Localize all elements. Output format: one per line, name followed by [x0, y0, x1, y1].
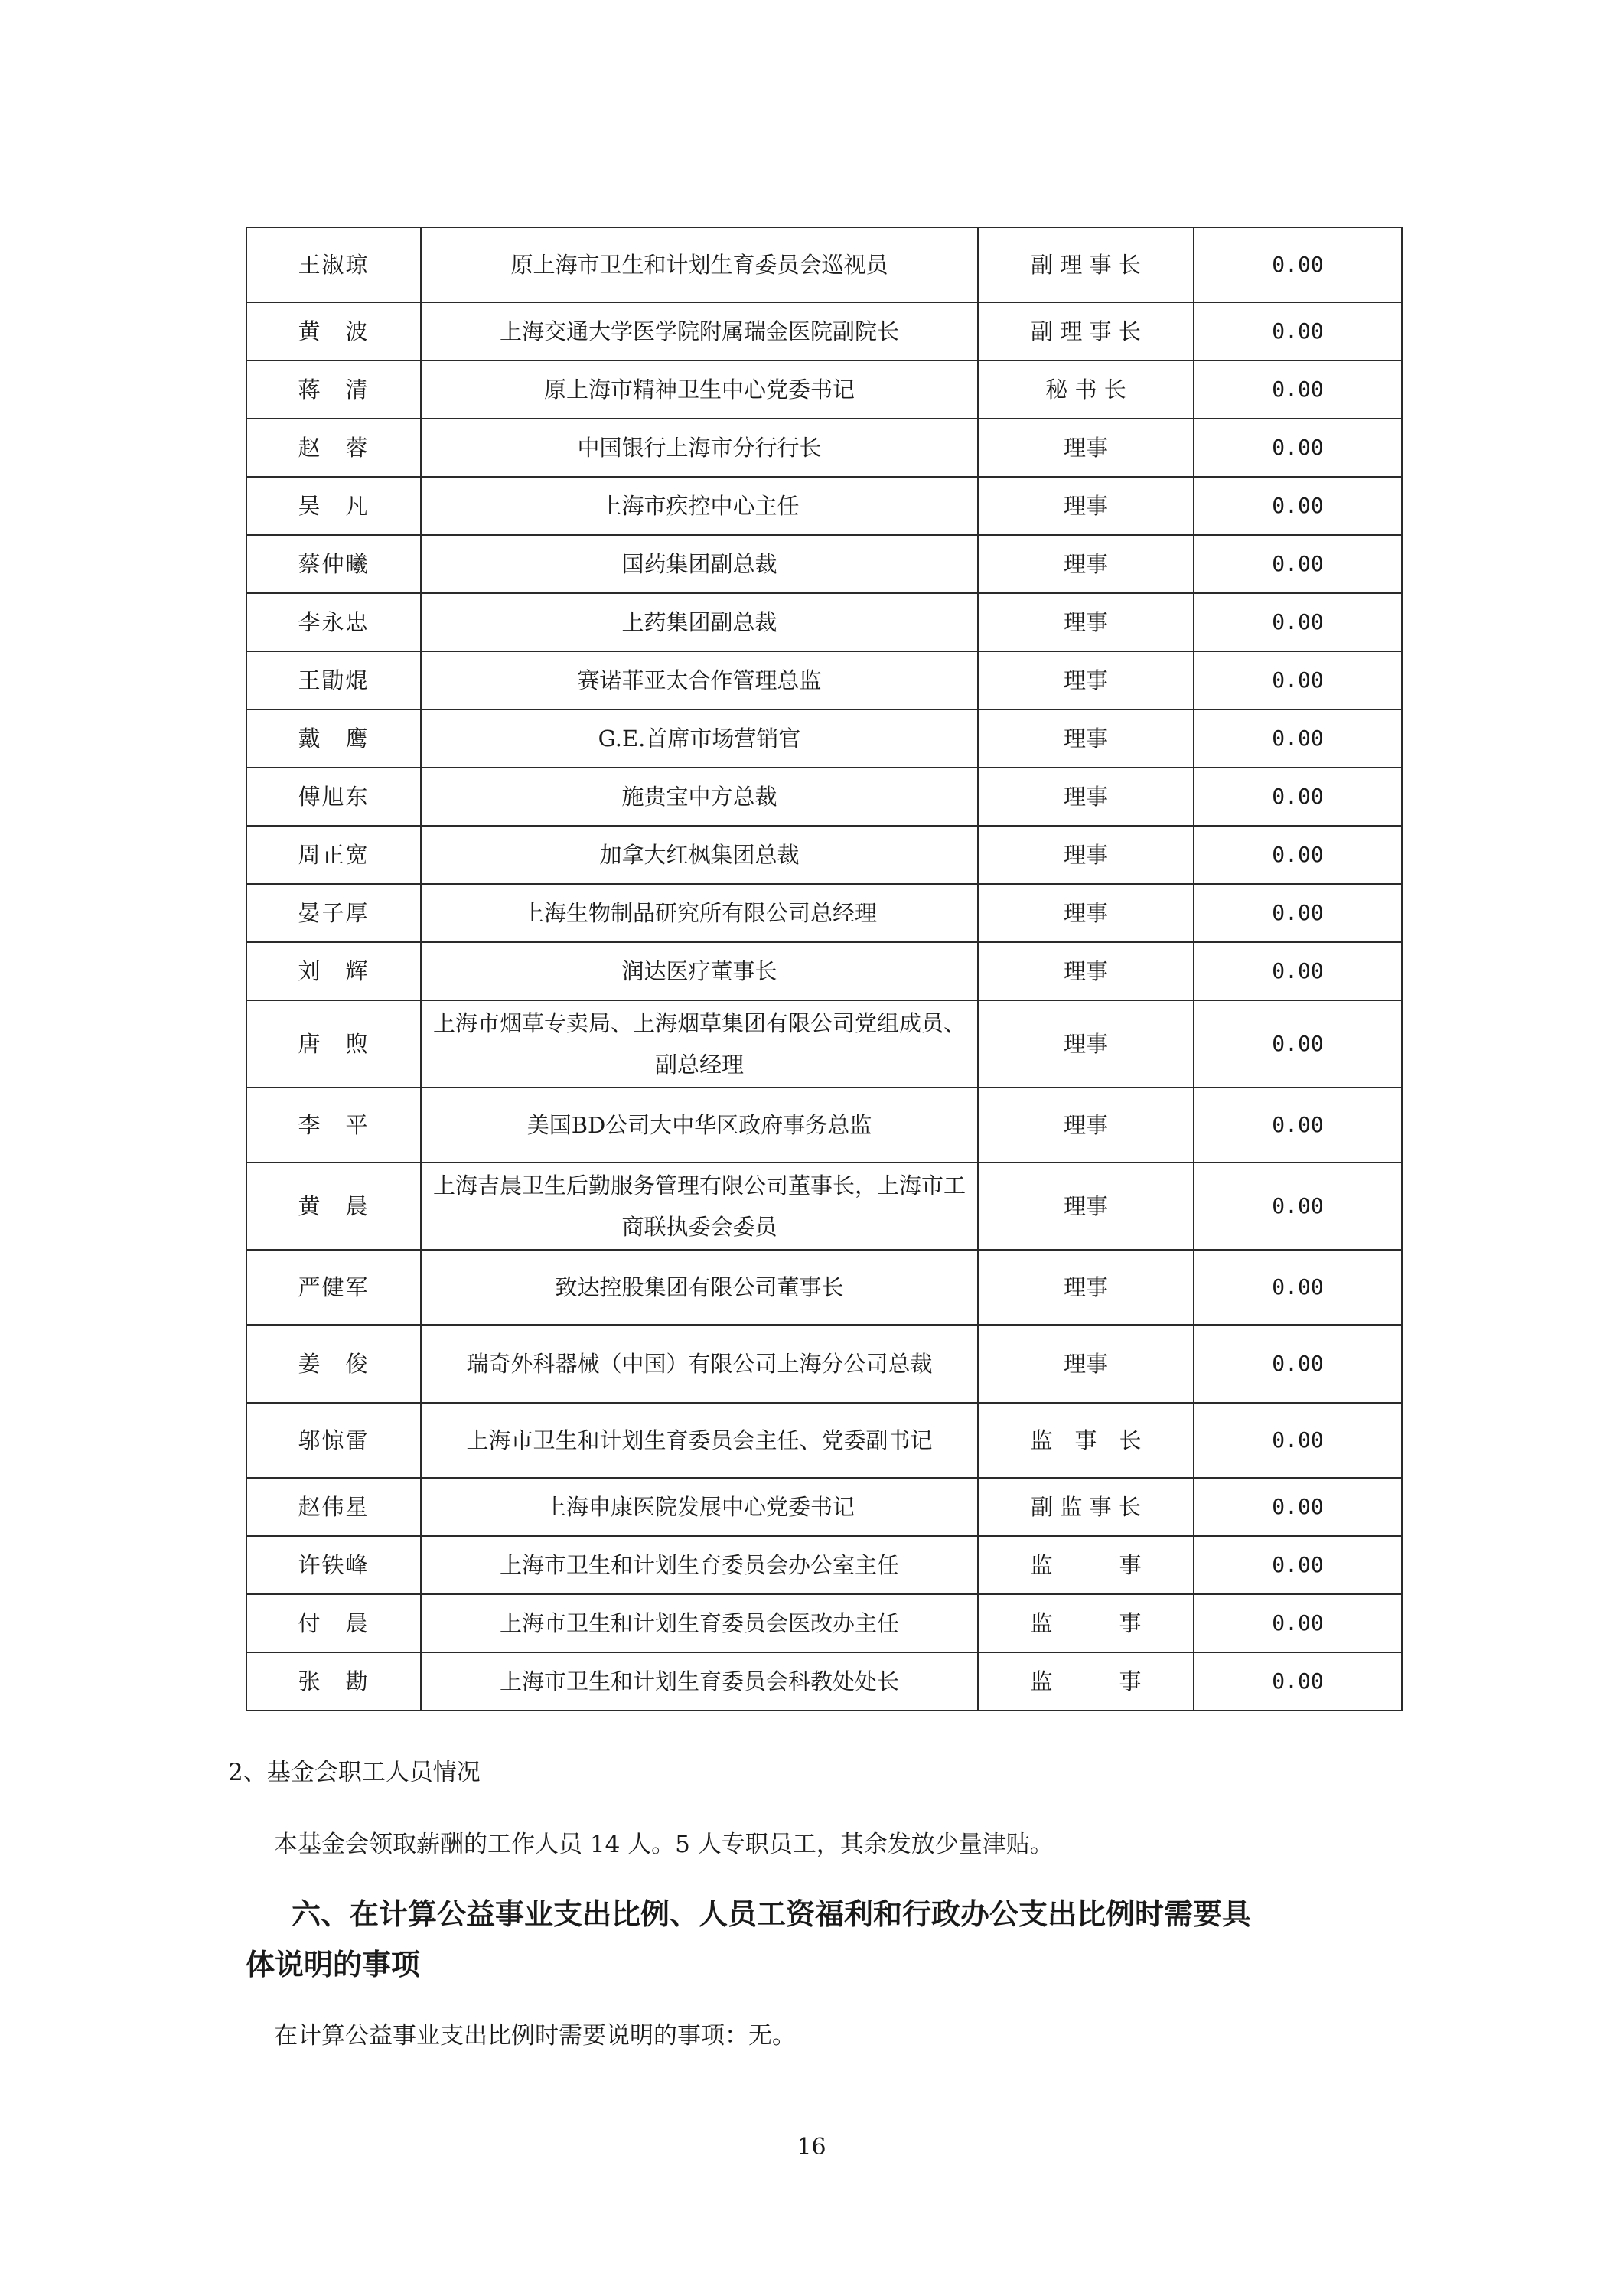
position-cell: 上药集团副总裁	[421, 593, 978, 651]
amount-cell: 0.00	[1194, 768, 1402, 826]
title-cell: 监 事	[978, 1536, 1194, 1594]
table-row	[246, 1000, 1402, 1088]
amount-cell: 0.00	[1194, 709, 1402, 768]
amount-cell: 0.00	[1194, 826, 1402, 884]
amount-cell: 0.00	[1194, 302, 1402, 360]
title-cell: 副 理 事 长	[978, 227, 1194, 302]
name-cell: 戴 鹰	[246, 709, 421, 768]
title-cell: 理事	[978, 709, 1194, 768]
table-row	[246, 1478, 1402, 1536]
table-row	[246, 1250, 1402, 1325]
name-cell: 王勖焜	[246, 651, 421, 709]
name-cell: 周正宽	[246, 826, 421, 884]
page-number: 16	[797, 2134, 826, 2161]
table-row	[246, 942, 1402, 1000]
name-cell: 蒋 清	[246, 360, 421, 419]
name-cell: 晏子厚	[246, 884, 421, 942]
position-cell: 施贵宝中方总裁	[421, 768, 978, 826]
name-cell: 付 晨	[246, 1594, 421, 1652]
table-row	[246, 1652, 1402, 1711]
title-cell: 理事	[978, 826, 1194, 884]
name-cell: 赵 蓉	[246, 419, 421, 477]
title-cell: 理事	[978, 477, 1194, 535]
section6-text: 在计算公益事业支出比例时需要说明的事项：无。	[274, 2022, 796, 2050]
position-cell: 上海市卫生和计划生育委员会科教处处长	[421, 1652, 978, 1711]
section6-heading-line2: 体说明的事项	[246, 1948, 421, 1981]
name-cell: 邬惊雷	[246, 1403, 421, 1478]
table-row	[246, 1325, 1402, 1403]
position-cell: 上海市疾控中心主任	[421, 477, 978, 535]
title-cell: 理事	[978, 942, 1194, 1000]
position-cell: 上海市卫生和计划生育委员会办公室主任	[421, 1536, 978, 1594]
amount-cell: 0.00	[1194, 1250, 1402, 1325]
amount-cell: 0.00	[1194, 360, 1402, 419]
title-cell: 理事	[978, 651, 1194, 709]
amount-cell: 0.00	[1194, 1536, 1402, 1594]
amount-cell: 0.00	[1194, 942, 1402, 1000]
table-row	[246, 1403, 1402, 1478]
section2-text: 本基金会领取薪酬的工作人员 14 人。5 人专职员工，其余发放少量津贴。	[274, 1831, 1054, 1858]
table-row	[246, 535, 1402, 593]
title-cell: 副 理 事 长	[978, 302, 1194, 360]
amount-cell: 0.00	[1194, 1652, 1402, 1711]
amount-cell: 0.00	[1194, 1088, 1402, 1163]
amount-cell: 0.00	[1194, 1478, 1402, 1536]
position-cell: 加拿大红枫集团总裁	[421, 826, 978, 884]
name-cell: 唐 煦	[246, 1000, 421, 1088]
position-cell: 上海市卫生和计划生育委员会主任、党委副书记	[421, 1403, 978, 1478]
position-cell: 上海交通大学医学院附属瑞金医院副院长	[421, 302, 978, 360]
name-cell: 傅旭东	[246, 768, 421, 826]
position-cell: 致达控股集团有限公司董事长	[421, 1250, 978, 1325]
board-members-table-body	[246, 227, 1402, 1711]
position-cell: 上海申康医院发展中心党委书记	[421, 1478, 978, 1536]
amount-cell: 0.00	[1194, 1594, 1402, 1652]
title-cell: 监 事	[978, 1652, 1194, 1711]
position-cell: 上海市烟草专卖局、上海烟草集团有限公司党组成员、副总经理	[421, 1000, 978, 1088]
amount-cell: 0.00	[1194, 1403, 1402, 1478]
title-cell: 副 监 事 长	[978, 1478, 1194, 1536]
title-cell: 理事	[978, 535, 1194, 593]
table-row	[246, 227, 1402, 302]
position-cell: 润达医疗董事长	[421, 942, 978, 1000]
position-cell: 上海市卫生和计划生育委员会医改办主任	[421, 1594, 978, 1652]
table-row	[246, 768, 1402, 826]
amount-cell: 0.00	[1194, 1000, 1402, 1088]
section6-heading	[246, 1889, 1401, 1990]
amount-cell: 0.00	[1194, 227, 1402, 302]
table-row	[246, 1594, 1402, 1652]
table-row	[246, 1088, 1402, 1163]
section6-heading-line1: 六、在计算公益事业支出比例、人员工资福利和行政办公支出比例时需要具	[292, 1897, 1252, 1931]
name-cell: 赵伟星	[246, 1478, 421, 1536]
table-row	[246, 1536, 1402, 1594]
table-row	[246, 709, 1402, 768]
name-cell: 黄 晨	[246, 1163, 421, 1250]
name-cell: 刘 辉	[246, 942, 421, 1000]
title-cell: 理事	[978, 1250, 1194, 1325]
amount-cell: 0.00	[1194, 593, 1402, 651]
amount-cell: 0.00	[1194, 477, 1402, 535]
title-cell: 监 事	[978, 1594, 1194, 1652]
amount-cell: 0.00	[1194, 1163, 1402, 1250]
name-cell: 李 平	[246, 1088, 421, 1163]
position-cell: 中国银行上海市分行行长	[421, 419, 978, 477]
title-cell: 理事	[978, 884, 1194, 942]
position-cell: 瑞奇外科器械（中国）有限公司上海分公司总裁	[421, 1325, 978, 1403]
table-row	[246, 360, 1402, 419]
name-cell: 黄 波	[246, 302, 421, 360]
title-cell: 理事	[978, 593, 1194, 651]
position-cell: 美国BD公司大中华区政府事务总监	[421, 1088, 978, 1163]
table-row	[246, 419, 1402, 477]
position-cell: G.E.首席市场营销官	[421, 709, 978, 768]
table-row	[246, 477, 1402, 535]
board-members-table	[246, 227, 1403, 1711]
title-cell: 理事	[978, 1000, 1194, 1088]
table-row	[246, 593, 1402, 651]
title-cell: 理事	[978, 1088, 1194, 1163]
name-cell: 李永忠	[246, 593, 421, 651]
name-cell: 王淑琼	[246, 227, 421, 302]
position-cell: 赛诺菲亚太合作管理总监	[421, 651, 978, 709]
amount-cell: 0.00	[1194, 884, 1402, 942]
table-row	[246, 302, 1402, 360]
title-cell: 理事	[978, 1163, 1194, 1250]
name-cell: 张 勘	[246, 1652, 421, 1711]
position-cell: 国药集团副总裁	[421, 535, 978, 593]
table-row	[246, 884, 1402, 942]
title-cell: 理事	[978, 419, 1194, 477]
name-cell: 严健军	[246, 1250, 421, 1325]
section2-title: 2、基金会职工人员情况	[228, 1759, 481, 1786]
position-cell: 上海吉晨卫生后勤服务管理有限公司董事长，上海市工商联执委会委员	[421, 1163, 978, 1250]
title-cell: 监 事 长	[978, 1403, 1194, 1478]
title-cell: 理事	[978, 1325, 1194, 1403]
title-cell: 理事	[978, 768, 1194, 826]
position-cell: 上海生物制品研究所有限公司总经理	[421, 884, 978, 942]
amount-cell: 0.00	[1194, 1325, 1402, 1403]
table-row	[246, 826, 1402, 884]
table-row	[246, 1163, 1402, 1250]
amount-cell: 0.00	[1194, 419, 1402, 477]
table-row	[246, 651, 1402, 709]
name-cell: 蔡仲曦	[246, 535, 421, 593]
position-cell: 原上海市卫生和计划生育委员会巡视员	[421, 227, 978, 302]
amount-cell: 0.00	[1194, 535, 1402, 593]
name-cell: 吴 凡	[246, 477, 421, 535]
name-cell: 姜 俊	[246, 1325, 421, 1403]
name-cell: 许铁峰	[246, 1536, 421, 1594]
amount-cell: 0.00	[1194, 651, 1402, 709]
position-cell: 原上海市精神卫生中心党委书记	[421, 360, 978, 419]
title-cell: 秘 书 长	[978, 360, 1194, 419]
